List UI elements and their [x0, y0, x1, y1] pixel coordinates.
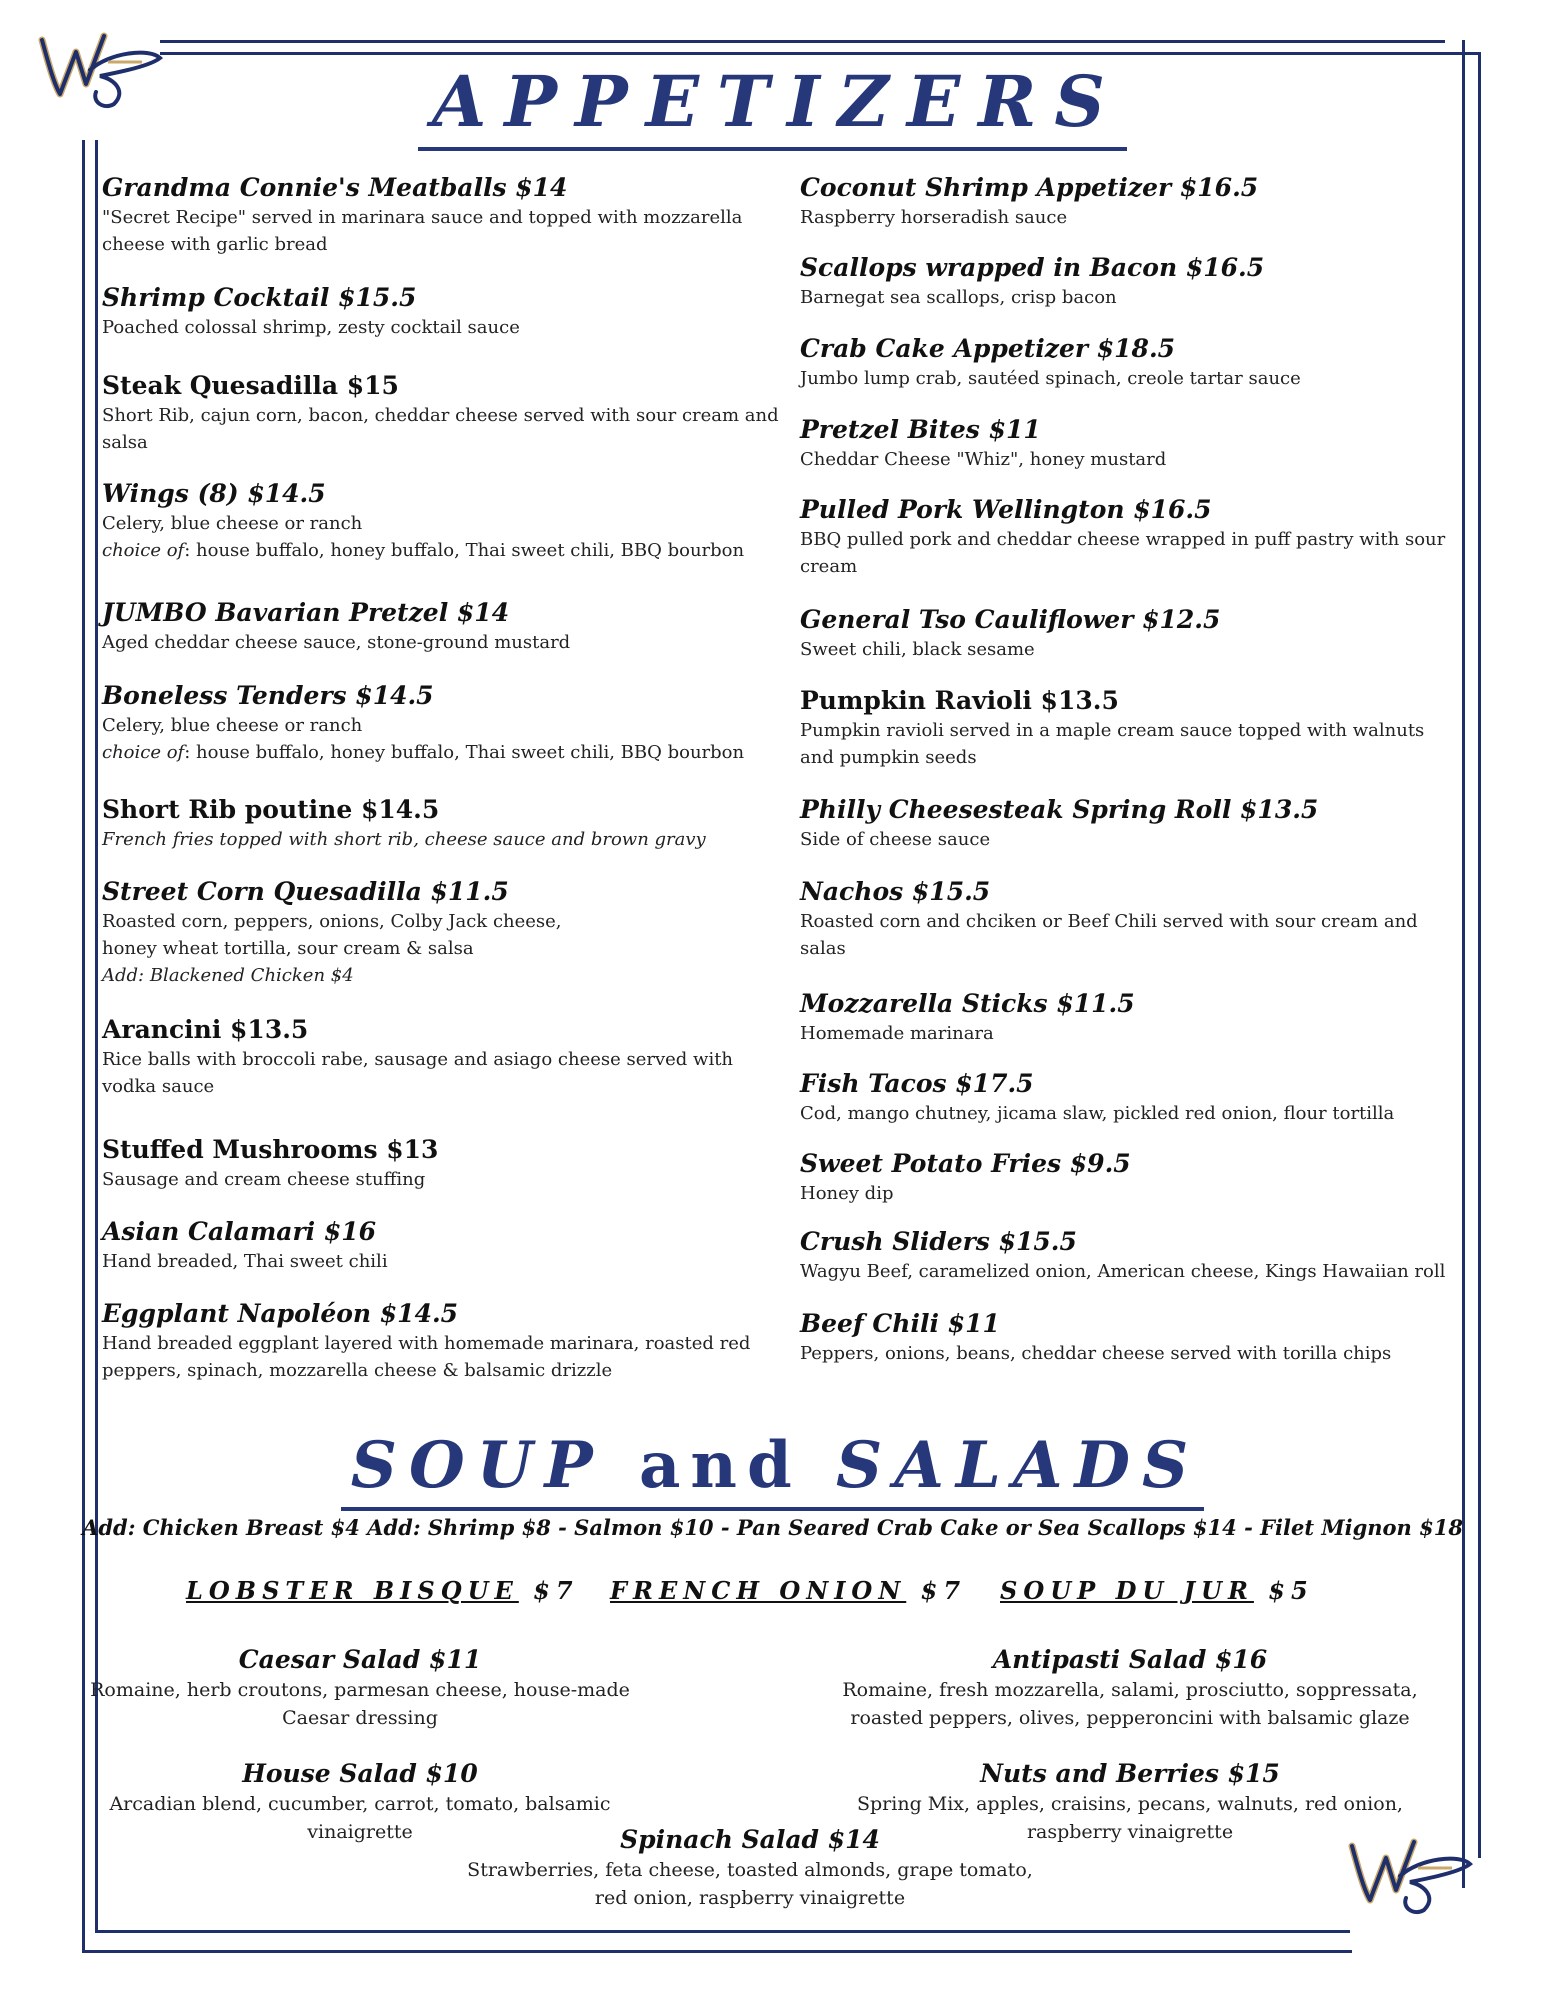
item-desc: Side of cheese sauce — [800, 829, 991, 850]
frame-top-inner — [160, 52, 1430, 55]
salad-desc: Romaine, herb croutons, parmesan cheese, house-made — [90, 1679, 630, 1701]
item-name: Pumpkin Ravioli $13.5 — [800, 686, 1119, 715]
item-name: Eggplant Napoléon $14.5 — [102, 1299, 459, 1328]
soup-price: $7 — [518, 1576, 579, 1605]
menu-item — [102, 282, 792, 341]
salad-name: Antipasti Salad $16 — [992, 1645, 1268, 1674]
item-desc: Celery, blue cheese or ranch — [102, 513, 363, 534]
item-desc: Cod, mango chutney, jicama slaw, pickled red onion, flour tortilla — [800, 1103, 1395, 1124]
frame-bottom-inner — [95, 1930, 1350, 1933]
item-name: Philly Cheesesteak Spring Roll $13.5 — [800, 795, 1319, 824]
item-desc: Hand breaded eggplant layered with homemade marinara, roasted red — [102, 1333, 751, 1354]
menu-item — [102, 597, 792, 656]
appetizers-title — [0, 62, 1545, 142]
menu-item — [102, 794, 792, 853]
salad-item — [440, 1824, 1060, 1912]
choice-text: : house buffalo, honey buffalo, Thai sweet chili, BBQ bourbon — [184, 742, 745, 763]
item-desc: "Secret Recipe" served in marinara sauce and topped with mozzarella — [102, 207, 743, 228]
item-name: Asian Calamari $16 — [102, 1217, 377, 1246]
choice-text: : house buffalo, honey buffalo, Thai sweet chili, BBQ bourbon — [184, 540, 745, 561]
menu-item — [800, 876, 1490, 962]
item-desc: Poached colossal shrimp, zesty cocktail sauce — [102, 317, 520, 338]
menu-item — [800, 172, 1490, 231]
item-desc: honey wheat tortilla, sour cream & salsa — [102, 938, 474, 959]
menu-item — [102, 1298, 792, 1384]
menu-item — [800, 414, 1490, 473]
item-desc: Wagyu Beef, caramelized onion, American cheese, Kings Hawaiian roll — [800, 1261, 1446, 1282]
menu-item — [800, 252, 1490, 311]
item-desc: Rice balls with broccoli rabe, sausage and asiago cheese served with — [102, 1049, 734, 1070]
item-name: Boneless Tenders $14.5 — [102, 681, 434, 710]
menu-item — [102, 876, 792, 989]
soup-name: FRENCH ONION — [610, 1576, 907, 1605]
item-choice — [102, 739, 792, 766]
item-desc: Sausage and cream cheese stuffing — [102, 1169, 426, 1190]
choice-label: choice of — [102, 742, 185, 763]
item-desc: Homemade marinara — [800, 1023, 994, 1044]
item-name: Beef Chili $11 — [800, 1309, 1000, 1338]
item-choice — [102, 537, 792, 564]
item-desc: BBQ pulled pork and cheddar cheese wrapped in puff pastry with sour — [800, 529, 1446, 550]
menu-item — [800, 1226, 1490, 1285]
menu-item — [800, 1308, 1490, 1367]
soup-item — [186, 1576, 579, 1605]
menu-item — [800, 494, 1490, 580]
choice-label: choice of — [102, 540, 185, 561]
item-desc: salas — [800, 938, 846, 959]
item-desc: Jumbo lump crab, sautéed spinach, creole tartar sauce — [800, 368, 1301, 389]
frame-top-outer — [160, 40, 1445, 43]
menu-item — [800, 333, 1490, 392]
menu-item — [800, 685, 1490, 771]
item-desc: Honey dip — [800, 1183, 894, 1204]
title-word-salads: SALADS — [835, 1428, 1201, 1503]
item-desc: Short Rib, cajun corn, bacon, cheddar cheese served with sour cream and — [102, 405, 779, 426]
salad-desc: red onion, raspberry vinaigrette — [594, 1887, 906, 1909]
item-name: Wings (8) $14.5 — [102, 479, 326, 508]
salad-desc: Caesar dressing — [282, 1707, 438, 1729]
item-desc: Peppers, onions, beans, cheddar cheese served with torilla chips — [800, 1343, 1392, 1364]
appetizers-title-text: APPETIZERS — [418, 60, 1127, 151]
item-name: Grandma Connie's Meatballs $14 — [102, 173, 568, 202]
item-name: JUMBO Bavarian Pretzel $14 — [102, 598, 510, 627]
item-name: Pulled Pork Wellington $16.5 — [800, 495, 1212, 524]
item-addon: Add: Blackened Chicken $4 — [102, 965, 354, 986]
soup-salads-title — [0, 1428, 1545, 1504]
item-name: Short Rib poutine $14.5 — [102, 795, 440, 824]
menu-item — [102, 1216, 792, 1275]
item-name: Arancini $13.5 — [102, 1015, 309, 1044]
soup-name: LOBSTER BISQUE — [186, 1576, 519, 1605]
item-name: Crush Sliders $15.5 — [800, 1227, 1077, 1256]
menu-item — [102, 478, 792, 564]
add-protein-line: Add: Chicken Breast $4 Add: Shrimp $8 - Salmon $10 - Pan Seared Crab Cake or Sea Scallops $14 - Filet Mignon $18 — [82, 1515, 1463, 1540]
item-desc: cream — [800, 556, 858, 577]
item-desc: cheese with garlic bread — [102, 234, 328, 255]
title-word-and: and — [638, 1428, 802, 1503]
menu-item — [102, 680, 792, 766]
menu-item — [102, 172, 792, 258]
menu-item — [800, 604, 1490, 663]
item-name: Nachos $15.5 — [800, 877, 991, 906]
item-desc: Hand breaded, Thai sweet chili — [102, 1251, 388, 1272]
item-name: Scallops wrapped in Bacon $16.5 — [800, 253, 1265, 282]
salad-name: House Salad $10 — [242, 1759, 478, 1788]
item-desc: Roasted corn and chciken or Beef Chili served with sour cream and — [800, 911, 1418, 932]
item-desc: Aged cheddar cheese sauce, stone-ground mustard — [102, 632, 571, 653]
item-desc: Barnegat sea scallops, crisp bacon — [800, 287, 1117, 308]
salad-desc: Spring Mix, apples, craisins, pecans, walnuts, red onion, — [857, 1793, 1403, 1815]
menu-item — [102, 1014, 792, 1100]
soup-salads-title-text — [341, 1428, 1204, 1511]
salad-item — [80, 1644, 640, 1732]
soup-price: $7 — [906, 1576, 967, 1605]
salad-name: Caesar Salad $11 — [238, 1645, 482, 1674]
item-name: Steak Quesadilla $15 — [102, 371, 399, 400]
title-word-soup: SOUP — [350, 1428, 605, 1503]
soup-item — [610, 1576, 966, 1605]
frame-bottom-outer — [82, 1950, 1352, 1953]
item-desc: Pumpkin ravioli served in a maple cream sauce topped with walnuts — [800, 720, 1425, 741]
soup-price: $5 — [1253, 1576, 1314, 1605]
salad-item — [820, 1644, 1440, 1732]
item-name: Fish Tacos $17.5 — [800, 1069, 1034, 1098]
salad-desc: Romaine, fresh mozzarella, salami, prosciutto, soppressata, — [842, 1679, 1418, 1701]
item-desc: vodka sauce — [102, 1076, 215, 1097]
menu-item — [800, 988, 1490, 1047]
item-name: General Tso Cauliflower $12.5 — [800, 605, 1221, 634]
item-name: Coconut Shrimp Appetizer $16.5 — [800, 173, 1259, 202]
item-name: Shrimp Cocktail $15.5 — [102, 283, 417, 312]
item-desc: Raspberry horseradish sauce — [800, 207, 1068, 228]
item-desc: and pumpkin seeds — [800, 747, 977, 768]
item-name: Crab Cake Appetizer $18.5 — [800, 334, 1176, 363]
item-name: Street Corn Quesadilla $11.5 — [102, 877, 509, 906]
soup-name: SOUP DU JUR — [1000, 1576, 1254, 1605]
salad-desc: Strawberries, feta cheese, toasted almonds, grape tomato, — [467, 1859, 1033, 1881]
salad-name: Nuts and Berries $15 — [980, 1759, 1280, 1788]
menu-item — [102, 370, 792, 456]
item-desc: Celery, blue cheese or ranch — [102, 715, 363, 736]
salad-desc: Arcadian blend, cucumber, carrot, tomato, balsamic — [109, 1793, 611, 1815]
frame-right-step-b — [1430, 52, 1481, 61]
menu-item — [800, 794, 1490, 853]
salad-desc: vinaigrette — [307, 1821, 413, 1843]
menu-item — [800, 1068, 1490, 1127]
item-name: Stuffed Mushrooms $13 — [102, 1135, 439, 1164]
item-name: Sweet Potato Fries $9.5 — [800, 1149, 1131, 1178]
item-desc: Cheddar Cheese "Whiz", honey mustard — [800, 449, 1167, 470]
salad-desc: roasted peppers, olives, pepperoncini with balsamic glaze — [850, 1707, 1410, 1729]
item-desc: French fries topped with short rib, cheese sauce and brown gravy — [102, 829, 706, 850]
item-desc: salsa — [102, 432, 148, 453]
menu-item — [102, 1134, 792, 1193]
item-desc: peppers, spinach, mozzarella cheese & balsamic drizzle — [102, 1360, 613, 1381]
item-desc: Roasted corn, peppers, onions, Colby Jack cheese, — [102, 911, 562, 932]
salad-name: Spinach Salad $14 — [620, 1825, 880, 1854]
salad-desc: raspberry vinaigrette — [1026, 1821, 1234, 1843]
item-name: Mozzarella Sticks $11.5 — [800, 989, 1135, 1018]
menu-item — [800, 1148, 1490, 1207]
item-name: Pretzel Bites $11 — [800, 415, 1041, 444]
soup-item — [1000, 1576, 1314, 1605]
item-desc: Sweet chili, black sesame — [800, 639, 1035, 660]
